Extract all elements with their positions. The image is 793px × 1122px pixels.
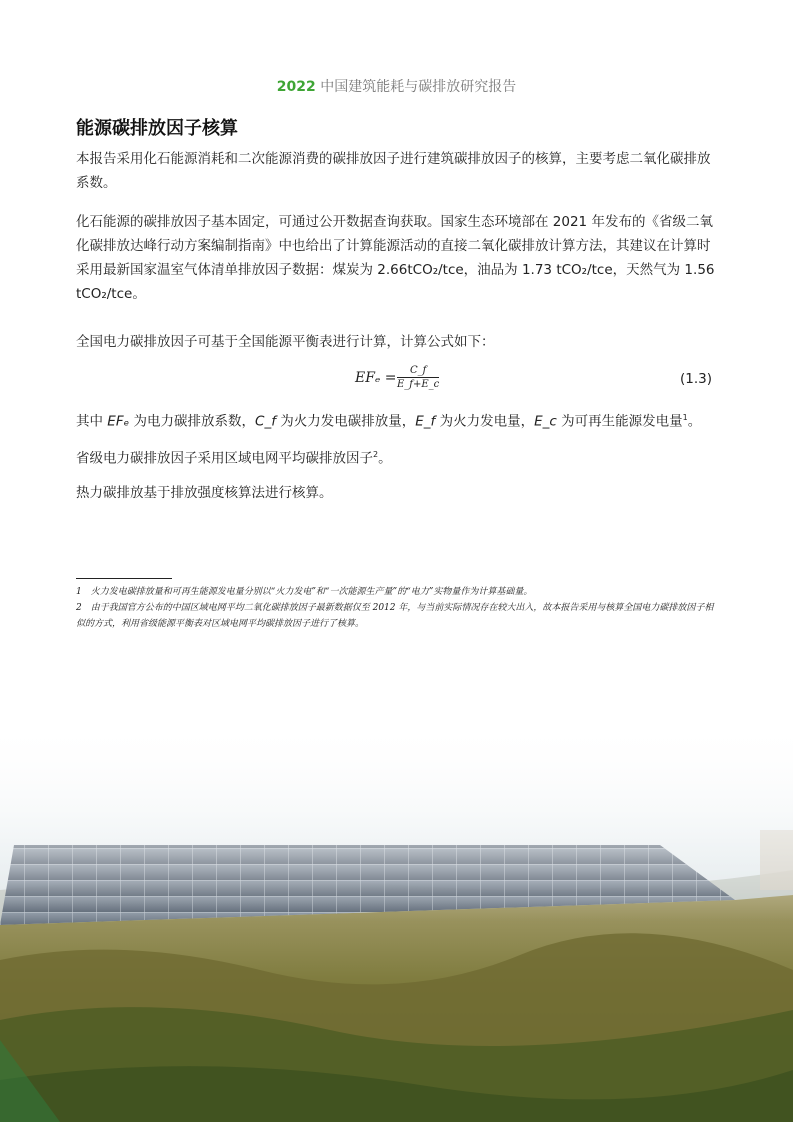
- footnote-1: 1 火力发电碳排放量和可再生能源发电量分别以“火力发电”和“一次能源生产量”的“电力”实物量作为计算基础量。: [76, 587, 533, 597]
- text-segment: 为电力碳排放系数，: [129, 413, 256, 430]
- footnote-ref-1[interactable]: 1: [682, 413, 688, 422]
- equation-number: (1.3): [680, 371, 713, 387]
- footnote-divider: [76, 578, 172, 579]
- var-ec: E_c: [534, 413, 557, 430]
- text-segment: 其中: [76, 413, 108, 430]
- paragraph-intro: 本报告采用化石能源消耗和二次能源消费的碳排放因子进行建筑碳排放因子的核算，主要考虑二氧化碳排放系数。: [76, 151, 711, 191]
- text-segment: 省级电力碳排放因子采用区域电网平均碳排放因子: [76, 450, 373, 467]
- formula-denominator: E_f+E_c: [397, 379, 440, 390]
- paragraph-formula-intro: 全国电力碳排放因子可基于全国能源平衡表进行计算，计算公式如下：: [76, 334, 495, 350]
- footnote-ref-2[interactable]: 2: [373, 450, 379, 459]
- text-segment: 。: [378, 450, 392, 467]
- formula-numerator: C_f: [397, 364, 439, 378]
- header-title: 中国建筑能耗与碳排放研究报告: [320, 79, 517, 95]
- var-cf: C_f: [255, 413, 276, 430]
- header-year: 2022: [276, 79, 316, 95]
- text-segment: 为火力发电碳排放量，: [275, 413, 416, 430]
- text-segment: 为火力发电量，: [435, 413, 535, 430]
- text-segment: 为可再生能源发电量: [556, 413, 683, 430]
- var-ef: EFₑ: [107, 413, 130, 430]
- footnote-2: 2 由于我国官方公布的中国区域电网平均二氧化碳排放因子最新数据仅至 2012 年，与当前实际情况存在较大出入，故本报告采用与核算全国电力碳排放因子相似的方式，利用省级能源平衡表对区域电网平均碳排放因子进行了核算。: [76, 603, 714, 629]
- section-title: 能源碳排放因子核算: [76, 118, 238, 139]
- solar-panel-field-photo: [0, 720, 793, 1122]
- running-header: [0, 76, 793, 96]
- text-segment: 。: [687, 413, 702, 430]
- formula-fraction: [397, 364, 439, 391]
- paragraph-fossil-factors: 化石能源的碳排放因子基本固定，可通过公开数据查询获取。国家生态环境部在 2021 年发布的《省级二氧化碳排放达峰行动方案编制指南》中也给出了计算能源活动的直接二氧化碳排放计算方法，其建议在计算时采用最新国家温室气体清单排放因子数据：煤炭为 2.66tCO₂/tce，油品为 1.73 tCO₂/tce，天然气为 1.56 tCO₂/tce。: [76, 214, 715, 302]
- formula-lhs: EFₑ =: [355, 370, 397, 386]
- paragraph-heat-factor: 热力碳排放基于排放强度核算法进行核算。: [76, 485, 333, 501]
- paragraph-variable-definitions: [76, 406, 718, 434]
- var-ef-thermal: E_f: [415, 413, 436, 430]
- paragraph-provincial-factor: [76, 443, 718, 471]
